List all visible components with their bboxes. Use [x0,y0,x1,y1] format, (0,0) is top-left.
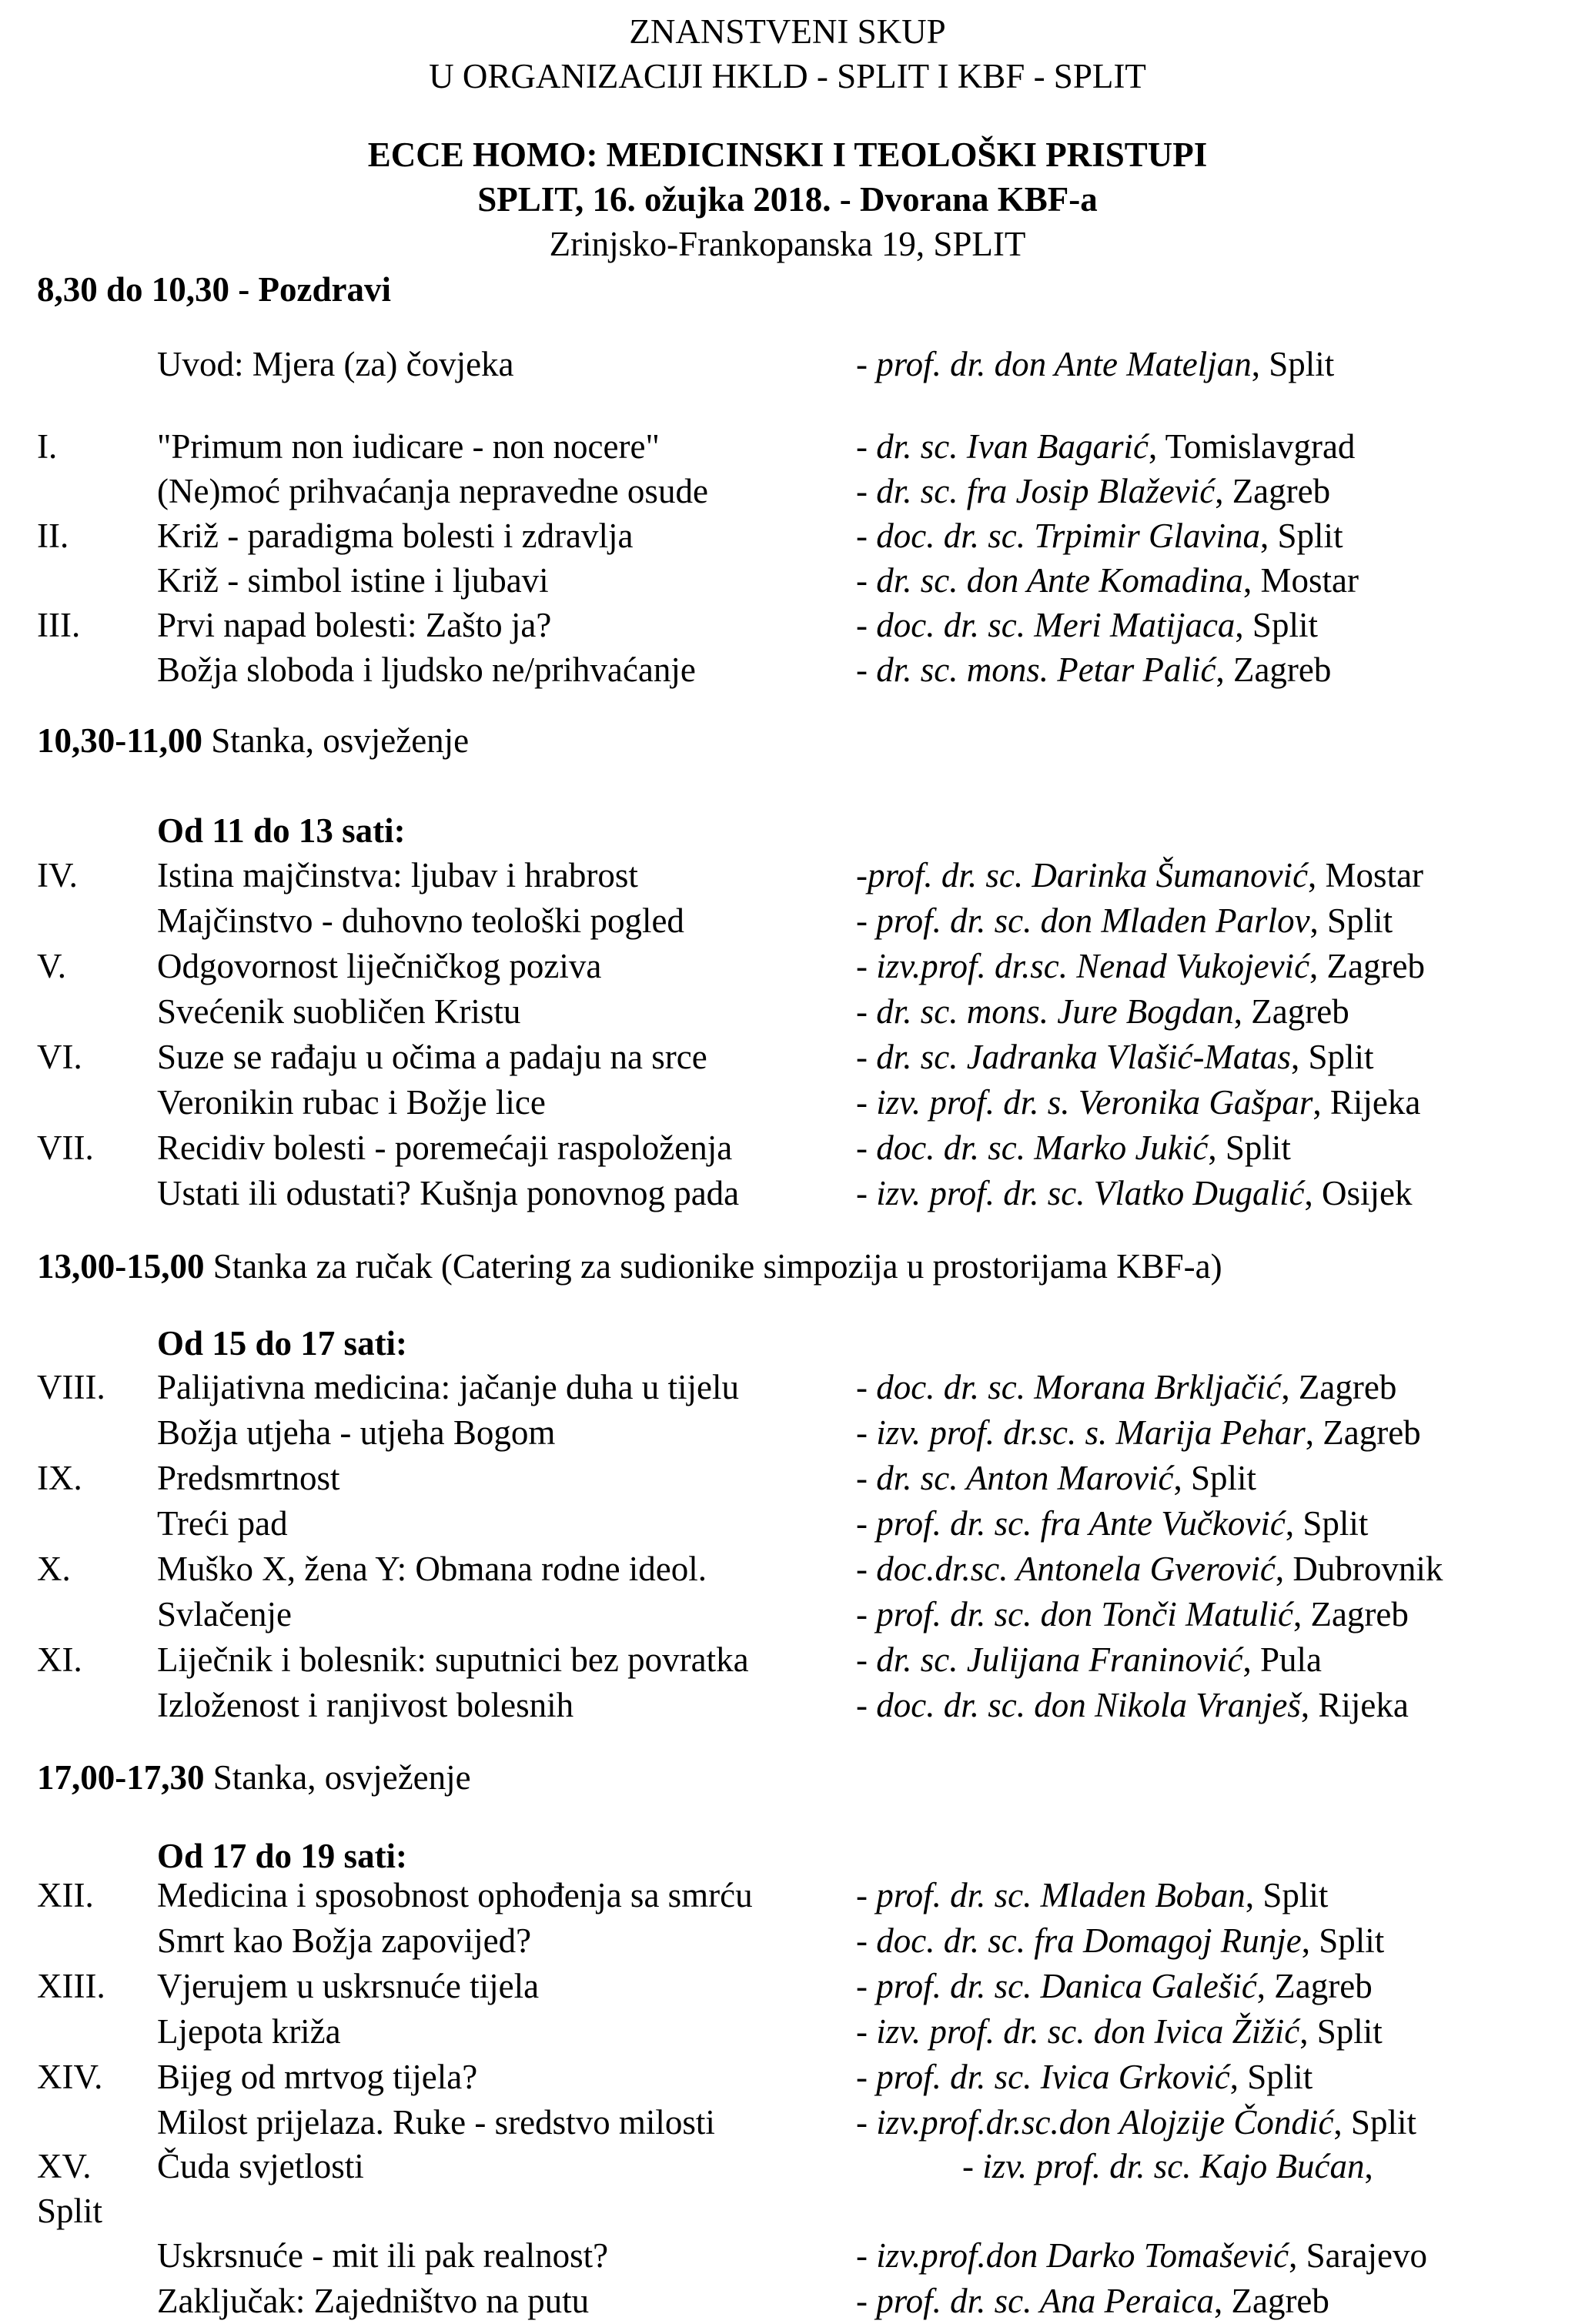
talk-row [0,1547,1575,1591]
speaker: - doc. dr. sc. Marko Jukić, Split [856,1129,1291,1167]
talk-number: XIV. [37,2058,103,2096]
talk-row [0,1125,1575,1170]
talk-row [0,2100,1575,2145]
talk-title: Božja utjeha - utjeha Bogom [157,1413,556,1452]
speaker: - dr. sc. Ivan Bagarić, Tomislavgrad [856,427,1356,466]
speaker: - dr. sc. Julijana Franinović, Pula [856,1640,1322,1679]
talk-row [0,603,1575,647]
talk-row [0,1918,1575,1963]
talk-row [0,1035,1575,1079]
talk-row [0,1410,1575,1455]
speaker: - prof. dr. sc. fra Ante Vučković, Split [856,1504,1369,1543]
talk-title: Majčinstvo - duhovno teološki pogled [157,901,684,940]
speaker: - dr. sc. mons. Jure Bogdan, Zagreb [856,992,1349,1031]
talk-title: Ustati ili odustati? Kušnja ponovnog pada [157,1174,740,1212]
talk-title: Svlačenje [157,1595,292,1633]
speaker: - prof. dr. sc. Ana Peraica, Zagreb [856,2282,1329,2320]
talk-number: VI. [37,1038,82,1076]
talk-number: XI. [37,1640,82,1679]
talk-row [0,898,1575,943]
talk-number: XIII. [37,1967,105,2005]
talk-title: Izloženost i ranjivost bolesnih [157,1686,574,1724]
speaker: - dr. sc. Anton Marović, Split [856,1459,1257,1497]
talk-row [0,424,1575,469]
speaker: - prof. dr. sc. Ivica Grković, Split [856,2058,1313,2096]
talk-title: Vjerujem u uskrsnuće tijela [157,1967,540,2005]
talk-number: V. [37,947,66,985]
talk-row [0,513,1575,558]
speaker-city-wrap: Split [37,2192,103,2230]
talk-number: IX. [37,1459,82,1497]
talk-number: X. [37,1550,71,1588]
talk-title: Predsmrtnost [157,1459,340,1497]
talk-row-last [0,2233,1575,2278]
break-2: 13,00-15,00 Stanka za ručak (Catering za sudionike simpozija u prostorijama KBF-a) [37,1247,1222,1286]
talk-number: II. [37,517,69,555]
talk-title: Svećenik suobličen Kristu [157,992,521,1031]
speaker: - doc. dr. sc. fra Domagoj Runje, Split [856,1921,1385,1960]
header-line-2: U ORGANIZACIJI HKLD - SPLIT I KBF - SPLIT [429,57,1146,95]
talk-row [0,2055,1575,2099]
talk-row [0,469,1575,513]
talk-title: Odgovornost liječničkog poziva [157,947,602,985]
address: Zrinjsko-Frankopanska 19, SPLIT [549,225,1026,263]
speaker: - prof. dr. sc. Mladen Boban, Split [856,1876,1329,1914]
speaker: - doc. dr. sc. Meri Matijaca, Split [856,606,1318,644]
talk-row [0,1637,1575,1682]
talk-row [0,1501,1575,1546]
speaker: - prof. dr. sc. Danica Galešić, Zagreb [856,1967,1373,2005]
talk-title: Križ - simbol istine i ljubavi [157,561,549,600]
talk-row [0,2009,1575,2054]
talk-title: Uvod: Mjera (za) čovjeka [157,345,514,383]
talk-title: Liječnik i bolesnik: suputnici bez povratka [157,1640,749,1679]
speaker: - doc. dr. sc. don Nikola Vranješ, Rijeka [856,1686,1409,1724]
talk-title: (Ne)moć prihvaćanja nepravedne osude [157,472,708,510]
speaker: - prof. dr. don Ante Mateljan, Split [856,345,1335,383]
talk-title: Recidiv bolesti - poremećaji raspoloženja [157,1129,733,1167]
talk-number: I. [37,427,58,466]
talk-number: VII. [37,1129,94,1167]
talk-title: Suze se rađaju u očima a padaju na srce [157,1038,707,1076]
talk-row [0,1592,1575,1637]
header-line-1: ZNANSTVENI SKUP [629,12,946,51]
talk-row [0,853,1575,898]
speaker: - izv.prof. dr.sc. Nenad Vukojević, Zagreb [856,947,1425,985]
talk-title: Smrt kao Božja zapovijed? [157,1921,532,1960]
talk-title: Veronikin rubac i Božje lice [157,1083,546,1122]
talk-title: Zaključak: Zajedništvo na putu [157,2282,590,2320]
session-4-heading: Od 17 do 19 sati: [157,1837,408,1875]
talk-row [0,1964,1575,2008]
speaker: -prof. dr. sc. Darinka Šumanović, Mostar [856,856,1424,894]
session-3-heading: Od 15 do 17 sati: [157,1324,408,1363]
talk-title: Čuda svjetlosti [157,2147,364,2185]
break-3: 17,00-17,30 Stanka, osvježenje [37,1758,471,1797]
document-title: ECCE HOMO: MEDICINSKI I TEOLOŠKI PRISTUPI [367,135,1208,174]
talk-row [0,1171,1575,1216]
talk-number: III. [37,606,81,644]
speaker: - izv. prof. dr. s. Veronika Gašpar, Rijeka [856,1083,1421,1122]
talk-number: IV. [37,856,78,894]
talk-title: Božja sloboda i ljudsko ne/prihvaćanje [157,650,696,689]
talk-row [0,989,1575,1034]
speaker: - izv. prof. dr. sc. don Ivica Žižić, Split [856,2012,1383,2051]
speaker: - izv. prof. dr.sc. s. Marija Pehar, Zagreb [856,1413,1421,1452]
talk-row-xv [0,2144,1575,2189]
talk-title: Treći pad [157,1504,288,1543]
talk-number: XV. [37,2147,92,2185]
speaker: - izv.prof.don Darko Tomašević, Sarajevo [856,2236,1427,2275]
speaker: - doc. dr. sc. Morana Brkljačić, Zagreb [856,1368,1397,1406]
talk-title: Križ - paradigma bolesti i zdravlja [157,517,634,555]
speaker: - prof. dr. sc. don Tonči Matulić, Zagreb [856,1595,1409,1633]
talk-title: Bijeg od mrtvog tijela? [157,2058,478,2096]
intro-row [0,342,1575,386]
talk-title: Palijativna medicina: jačanje duha u tijelu [157,1368,739,1406]
speaker: - doc.dr.sc. Antonela Gverović, Dubrovnik [856,1550,1443,1588]
talk-row [0,1683,1575,1727]
talk-row [0,1365,1575,1409]
speaker: - dr. sc. don Ante Komadina, Mostar [856,561,1359,600]
date-venue: SPLIT, 16. ožujka 2018. - Dvorana KBF-a [477,180,1098,219]
speaker: - dr. sc. Jadranka Vlašić-Matas, Split [856,1038,1374,1076]
talk-title: Prvi napad bolesti: Zašto ja? [157,606,552,644]
talk-row [0,1873,1575,1918]
session-1-time: 8,30 do 10,30 - Pozdravi [37,270,391,309]
talk-row [0,558,1575,603]
talk-row [0,1456,1575,1500]
speaker: - prof. dr. sc. don Mladen Parlov, Split [856,901,1393,940]
talk-title: Medicina i sposobnost ophođenja sa smrću [157,1876,753,1914]
speaker: - dr. sc. fra Josip Blažević, Zagreb [856,472,1331,510]
talk-title: Muško X, žena Y: Obmana rodne ideol. [157,1550,707,1588]
talk-title: "Primum non iudicare - non nocere" [157,427,660,466]
break-1: 10,30-11,00 Stanka, osvježenje [37,721,470,760]
talk-row [0,647,1575,692]
talk-number: VIII. [37,1368,105,1406]
session-2-heading: Od 11 do 13 sati: [157,811,406,850]
speaker: - izv. prof. dr. sc. Vlatko Dugalić, Osijek [856,1174,1413,1212]
talk-number: XII. [37,1876,94,1914]
speaker: - izv. prof. dr. sc. Kajo Bućan, [962,2147,1373,2185]
conclusion-row [0,2279,1575,2323]
speaker: - izv.prof.dr.sc.don Alojzije Čondić, Split [856,2103,1416,2142]
speaker: - dr. sc. mons. Petar Palić, Zagreb [856,650,1332,689]
talk-row [0,1080,1575,1125]
talk-row [0,944,1575,988]
talk-title: Milost prijelaza. Ruke - sredstvo milosti [157,2103,715,2142]
speaker: - doc. dr. sc. Trpimir Glavina, Split [856,517,1343,555]
talk-title: Istina majčinstva: ljubav i hrabrost [157,856,638,894]
talk-title: Ljepota križa [157,2012,341,2051]
talk-title: Uskrsnuće - mit ili pak realnost? [157,2236,609,2275]
